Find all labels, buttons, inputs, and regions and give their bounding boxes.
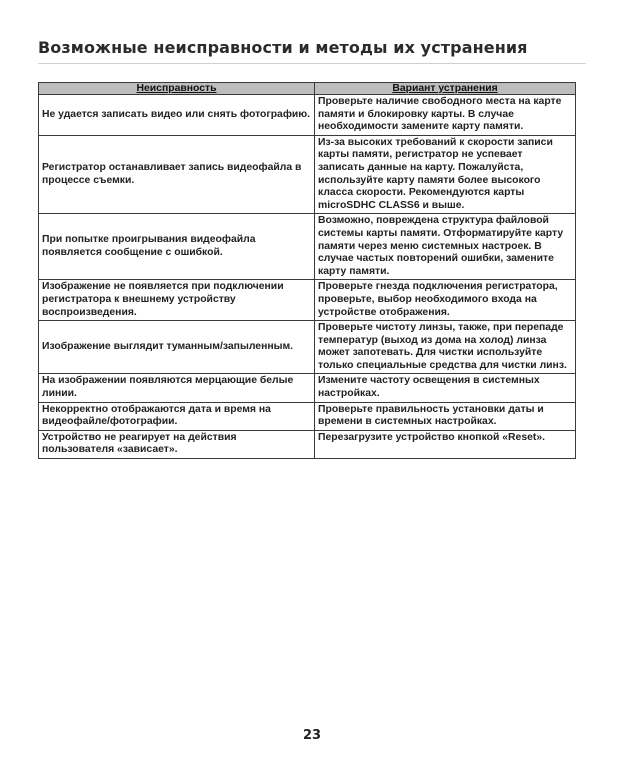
problem-cell: На изображении появляются мерцающие белые линии. (39, 374, 315, 402)
solution-cell: Перезагрузите устройство кнопкой «Reset». (315, 430, 576, 458)
solution-cell: Из-за высоких требований к скорости записи карты памяти, регистратор не успевает записать данные на карту. Пожалуйста, используйте карту памяти более высокого класса скорости. Рекомендуются карты microSDHC CLASS6 и выше. (315, 135, 576, 214)
header-problem: Неисправность (39, 83, 315, 95)
table-row (39, 214, 576, 280)
table-row (39, 430, 576, 458)
solution-cell: Проверьте чистоту линзы, также, при перепаде температур (выход из дома на холод) линза может запотевать. Для чистки используйте только специальные средства для чистки линз. (315, 321, 576, 374)
solution-cell: Проверьте гнезда подключения регистратора, проверьте, выбор необходимого входа на устройстве отображения. (315, 280, 576, 321)
table-row (39, 280, 576, 321)
problem-cell: Некорректно отображаются дата и время на видеофайле/фотографии. (39, 402, 315, 430)
troubleshooting-table (38, 82, 576, 459)
problem-cell: Изображение не появляется при подключении регистратора к внешнему устройству воспроизведения. (39, 280, 315, 321)
header-solution: Вариант устранения (315, 83, 576, 95)
solution-cell: Измените частоту освещения в системных настройках. (315, 374, 576, 402)
problem-cell: Изображение выглядит туманным/запыленным. (39, 321, 315, 374)
table-row (39, 95, 576, 136)
problem-cell: При попытке проигрывания видеофайла появляется сообщение с ошибкой. (39, 214, 315, 280)
problem-cell: Устройство не реагирует на действия пользователя «зависает». (39, 430, 315, 458)
problem-cell: Не удается записать видео или снять фотографию. (39, 95, 315, 136)
solution-cell: Проверьте наличие свободного места на карте памяти и блокировку карты. В случае необходимости замените карту памяти. (315, 95, 576, 136)
solution-cell: Проверьте правильность установки даты и времени в системных настройках. (315, 402, 576, 430)
page-number: 23 (302, 728, 322, 743)
table-row (39, 402, 576, 430)
page-title: Возможные неисправности и методы их устранения (38, 38, 586, 64)
table-row (39, 321, 576, 374)
solution-cell: Возможно, повреждена структура файловой системы карты памяти. Отформатируйте карту памяти через меню системных настроек. В случае частых повторений ошибки, замените карту памяти. (315, 214, 576, 280)
table-row (39, 135, 576, 214)
problem-cell: Регистратор останавливает запись видеофайла в процессе съемки. (39, 135, 315, 214)
table-header-row (39, 83, 576, 95)
table-row (39, 374, 576, 402)
